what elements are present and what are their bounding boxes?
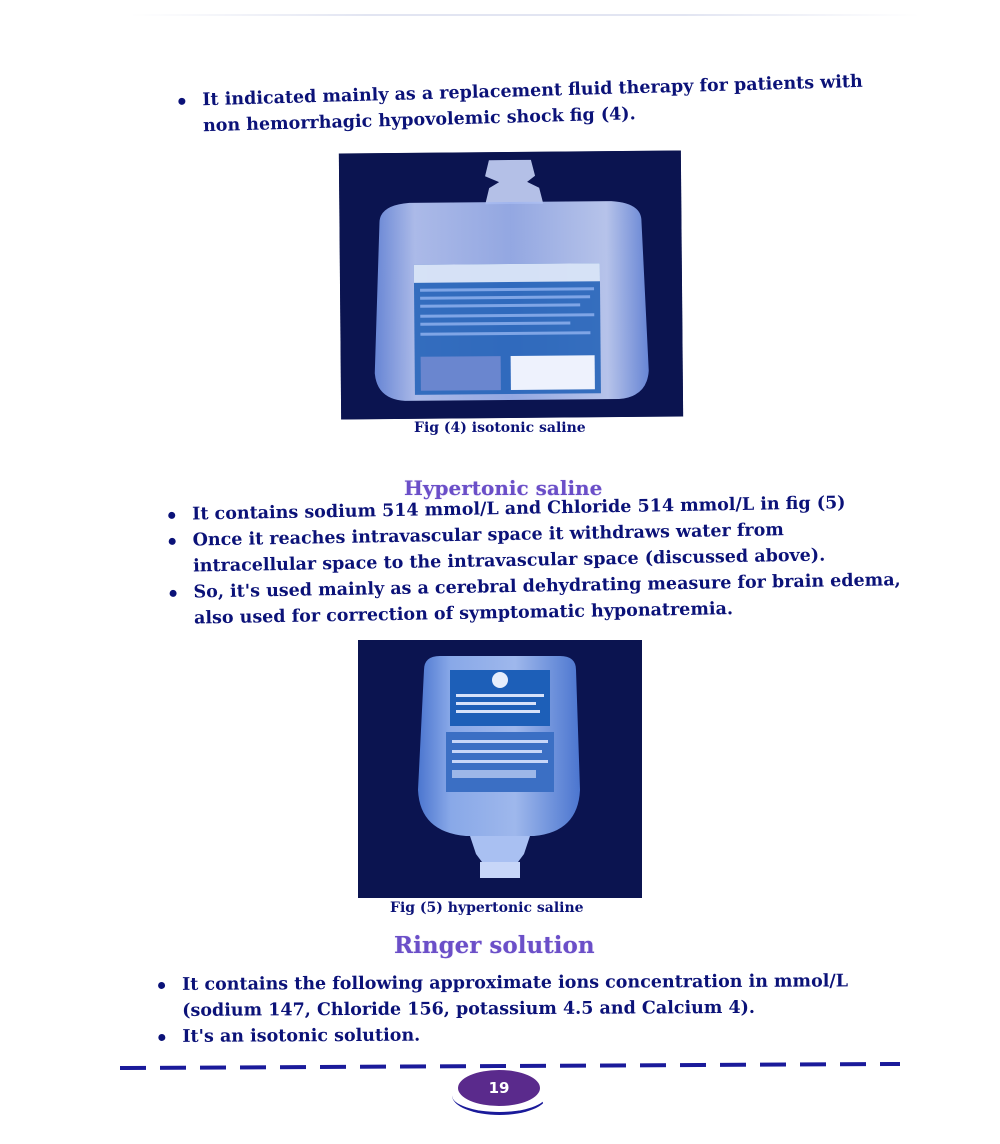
intro-bullet-list	[176, 68, 897, 140]
figure-isotonic-saline-bag	[339, 151, 683, 420]
hypertonic-bullet-1: It contains sodium 514 mmol/L and Chloride 514 mmol/L in fig (5)	[166, 489, 906, 528]
ringer-bullet-2: It's an isotonic solution.	[156, 1020, 896, 1050]
page-number: 19	[456, 1068, 542, 1108]
heading-hypertonic-saline: Hypertonic saline	[404, 476, 603, 500]
hypertonic-bullet-list	[166, 489, 908, 632]
ringer-bullet-list	[156, 968, 896, 1050]
top-rule	[130, 14, 920, 16]
figure-4-caption: Fig (4) isotonic saline	[414, 420, 586, 436]
ringer-bullet-1: It contains the following approximate ions concentration in mmol/L (sodium 147, Chloride 156, potassium 4.5 and Calcium 4).	[156, 968, 896, 1024]
iv-bag-image	[339, 151, 683, 420]
figure-5-caption: Fig (5) hypertonic saline	[390, 900, 584, 916]
hypertonic-bullet-3: So, it's used mainly as a cerebral dehydrating measure for brain edema, also used for correction of symptomatic hyponatremia.	[167, 567, 908, 632]
heading-ringer-solution: Ringer solution	[394, 932, 595, 959]
intro-bullet-1: It indicated mainly as a replacement fluid therapy for patients with non hemorrhagic hypovolemic shock fig (4).	[176, 68, 897, 140]
figure-hypertonic-saline-bag	[358, 640, 642, 898]
iv-bag-image	[358, 640, 642, 898]
page-number-badge	[452, 1068, 548, 1114]
hypertonic-bullet-2: Once it reaches intravascular space it withdraws water from intracellular space to the intravascular space (discussed above).	[166, 515, 907, 580]
